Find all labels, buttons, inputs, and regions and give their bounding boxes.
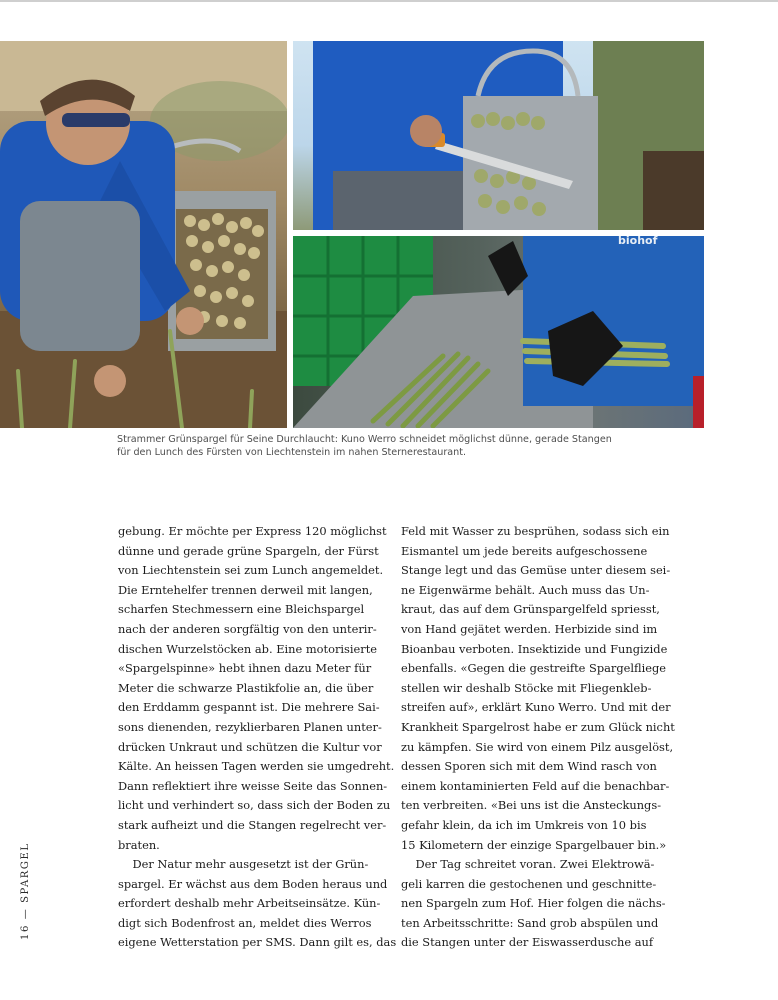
body-line: dünne und gerade grüne Spargeln, der Fürst	[118, 543, 379, 558]
body-column-left	[118, 522, 397, 953]
body-line: erfordert deshalb mehr Arbeitseinsätze. Kün-	[118, 896, 381, 911]
top-rule	[0, 0, 778, 2]
body-line: Stange legt und das Gemüse unter diesem sei-	[401, 563, 671, 578]
body-line: ne Eigenwärme behält. Auch muss das Un-	[401, 582, 650, 597]
body-line: Kälte. An heissen Tagen werden sie umgedreht.	[118, 759, 395, 774]
photo-bundling	[293, 236, 704, 428]
body-line: Meter die schwarze Plastikfolie an, die über	[118, 680, 374, 695]
body-line: braten.	[118, 837, 160, 852]
caption-line: Strammer Grünspargel für Seine Durchlaucht: Kuno Werro schneidet möglichst dünne, gerade Stangen	[117, 434, 612, 445]
body-line: Eismantel um jede bereits aufgeschossene	[401, 543, 648, 558]
body-line: den Erddamm gespannt ist. Die mehrere Sai-	[118, 700, 380, 715]
body-line: stellen wir deshalb Stöcke mit Fliegenkleb-	[401, 680, 652, 695]
body-line: geli karren die gestochenen und geschnitte-	[401, 876, 657, 891]
caption-line: für den Lunch des Fürsten von Liechtenstein im nahen Sternerestaurant.	[117, 446, 467, 458]
photo-knife-trimming	[293, 41, 704, 230]
body-line: sons dienenden, rezyklierbaren Planen unter-	[118, 719, 382, 734]
body-line: dessen Sporen sich mit dem Wind rasch von	[401, 759, 657, 774]
body-line: ten Arbeitsschritte: Sand grob abspülen und	[401, 915, 659, 930]
body-line: licht und verhindert so, dass sich der Boden zu	[118, 798, 391, 813]
shirt-text: biohof	[618, 236, 658, 247]
body-line: gefahr klein, da ich im Umkreis von 10 bis	[401, 817, 647, 832]
body-line: die Stangen unter der Eiswasserdusche auf	[401, 935, 654, 950]
body-line: digt sich Bodenfrost an, meldet dies Werros	[118, 915, 372, 930]
body-column-right	[401, 522, 675, 953]
body-line: ten verbreiten. «Bei uns ist die Ansteckungs-	[401, 798, 662, 813]
body-line: spargel. Er wächst aus dem Boden heraus und	[118, 876, 388, 891]
body-line: Die Erntehelfer trennen derweil mit langen,	[118, 582, 373, 597]
body-line: 15 Kilometern der einzige Spargelbauer bin.»	[401, 837, 667, 852]
body-line: von Hand gejätet werden. Herbizide sind im	[401, 621, 658, 636]
body-line: nen Spargeln zum Hof. Hier folgen die nächs-	[401, 896, 666, 911]
body-line: Dann reflektiert ihre weisse Seite das Sonnen-	[118, 778, 388, 793]
body-line: zu kämpfen. Sie wird von einem Pilz ausgelöst,	[401, 739, 674, 754]
body-line: einem kontaminierten Feld auf die benachbar-	[401, 778, 670, 793]
body-line: Feld mit Wasser zu besprühen, sodass sich ein	[401, 524, 670, 538]
body-line: Der Tag schreitet voran. Zwei Elektrowä-	[401, 857, 655, 872]
body-line: drücken Unkraut und schützen die Kultur vor	[118, 739, 382, 754]
body-line: Krankheit Spargelrost habe er zum Glück nicht	[401, 719, 675, 734]
body-line: eigene Wetterstation per SMS. Dann gilt es, das	[118, 935, 397, 950]
body-line: «Spargelspinne» hebt ihnen dazu Meter für	[118, 661, 372, 676]
body-line: ebenfalls. «Gegen die gestreifte Spargelfliege	[401, 661, 667, 676]
body-line: streifen auf», erklärt Kuno Werro. Und mit der	[401, 700, 671, 715]
page-folio: 16 — SPARGEL	[20, 842, 31, 940]
photo-harvester	[0, 41, 287, 428]
body-line: Der Natur mehr ausgesetzt ist der Grün-	[118, 857, 369, 872]
body-line: kraut, das auf dem Grünspargelfeld spriesst,	[401, 602, 660, 617]
body-line: von Liechtenstein sei zum Lunch angemeldet.	[118, 563, 384, 578]
body-line: scharfen Stechmessern eine Bleichspargel	[118, 602, 365, 617]
body-line: stark aufheizt und die Stangen regelrecht ver-	[118, 817, 387, 832]
body-line: nach der anderen sorgfältig von den unterir-	[118, 621, 377, 636]
photo-caption	[117, 434, 687, 459]
body-line: gebung. Er möchte per Express 120 möglichst	[118, 524, 387, 538]
body-line: dischen Wurzelstöcken ab. Eine motorisierte	[118, 641, 378, 656]
body-line: Bioanbau verboten. Insektizide und Fungizide	[401, 641, 668, 656]
